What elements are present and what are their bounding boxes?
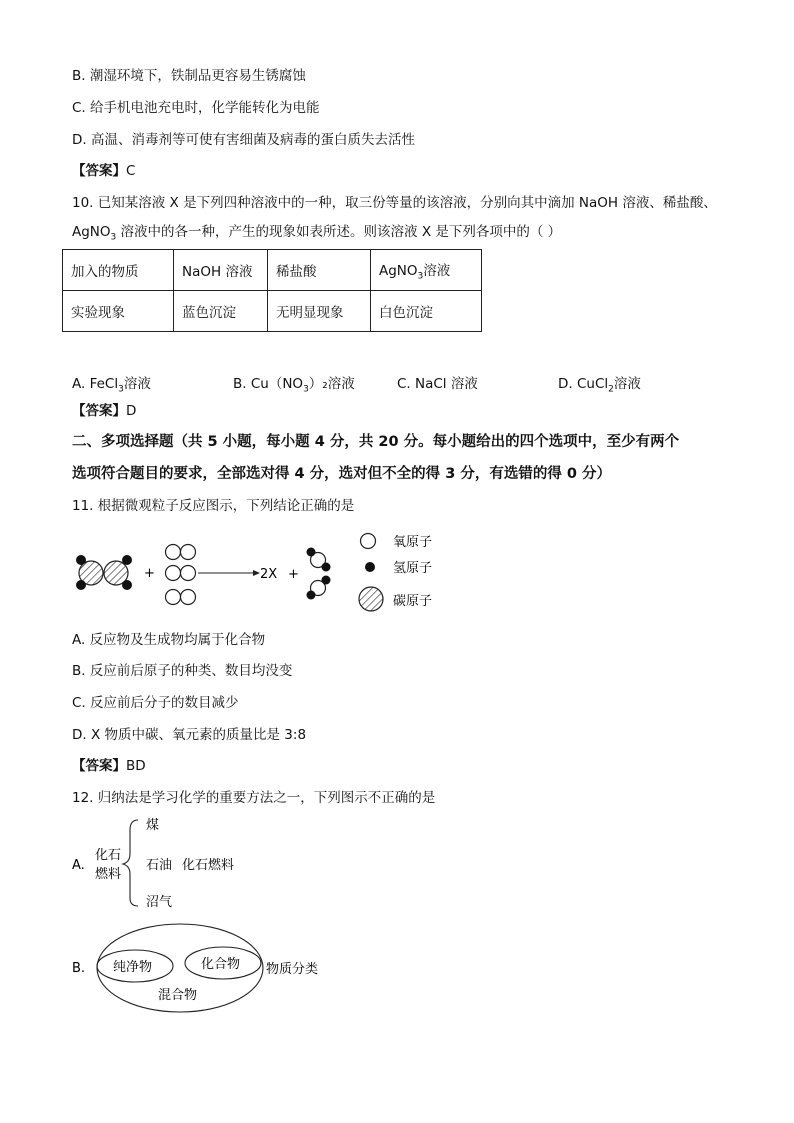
legend-carbon: 碳原子: [393, 594, 433, 609]
section-heading-line2: 选项符合题目的要求，全部选对得 4 分，选对但不全的得 3 分，有选错的得 0 分）: [72, 466, 612, 482]
item-biogas: 沼气: [146, 895, 173, 910]
option-text: D. CuCl: [558, 376, 609, 392]
plus-sign: +: [144, 566, 155, 581]
group-label-line2: 燃料: [95, 867, 122, 882]
table-cell: 稀盐酸: [268, 250, 371, 291]
group-label-line1: 化石: [95, 848, 122, 863]
carbon-atom-icon: [359, 587, 383, 611]
answer-tag: 【答案】: [72, 758, 126, 774]
reaction-diagram: [60, 525, 460, 620]
label-pure-substance: 纯净物: [113, 960, 153, 975]
option-label-a: A.: [72, 858, 85, 873]
cell-text: AgNO: [379, 262, 418, 279]
q10-stem-text: AgNO: [72, 224, 111, 240]
q10-option-c: C. NaCl 溶液: [397, 376, 478, 392]
q10-stem-line2: [72, 223, 561, 247]
answer-value: BD: [126, 758, 146, 774]
option-subscript: 3: [118, 384, 124, 395]
q10-stem-subscript: 3: [110, 232, 117, 243]
q10-option-a: [72, 372, 151, 395]
arrow-head: [253, 570, 260, 576]
observation-table: [62, 249, 482, 332]
q11-option-a: A. 反应物及生成物均属于化合物: [72, 632, 266, 648]
option-text-rest: 溶液: [613, 376, 641, 392]
q10-stem-text-rest: 溶液中的各一种，产生的现象如表所述。则该溶液 X 是下列各项中的（ ）: [116, 224, 562, 240]
table-cell: NaOH 溶液: [174, 250, 268, 291]
item-coal: 煤: [146, 818, 160, 833]
option-text: A. FeCl: [72, 376, 119, 392]
substance-classification-diagram: [60, 920, 360, 1020]
plus-sign: +: [288, 567, 299, 582]
q10-option-b: [233, 372, 355, 395]
reactant-molecule: [76, 555, 132, 590]
option-text-rest: 溶液: [123, 376, 151, 392]
item-petroleum: 石油: [146, 858, 173, 873]
water-molecules: [307, 548, 331, 600]
label-compound: 化合物: [201, 957, 241, 972]
q9-option-d: D. 高温、消毒剂等可使有害细菌及病毒的蛋白质失去活性: [72, 132, 415, 148]
brace-icon: [123, 820, 138, 906]
oxygen-atom-icon: [361, 534, 376, 549]
q9-answer: [72, 162, 135, 180]
cell-text-rest: 溶液: [423, 262, 451, 279]
legend-oxygen: 氧原子: [393, 535, 433, 550]
option-text: B. Cu（NO: [233, 376, 304, 392]
q10-answer: [72, 402, 136, 420]
answer-tag: 【答案】: [72, 403, 126, 419]
option-label-b: B.: [72, 961, 86, 976]
q11-option-b: B. 反应前后原子的种类、数目均没变: [72, 663, 293, 679]
q9-option-b: B. 潮湿环境下，铁制品更容易生锈腐蚀: [72, 68, 306, 84]
legend-hydrogen: 氢原子: [393, 561, 433, 576]
cell-subscript: 3: [417, 271, 424, 282]
section-heading-line1: 二、多项选择题（共 5 小题，每小题 4 分，共 20 分。每小题给出的四个选项中，至少有两个: [72, 434, 680, 450]
table-cell: [371, 250, 482, 291]
label-mixture: 混合物: [158, 988, 198, 1003]
q9-option-c: C. 给手机电池充电时，化学能转化为电能: [72, 100, 320, 116]
fossil-fuel-diagram: [60, 812, 360, 912]
hydrogen-atom-icon: [365, 562, 375, 572]
answer-tag: 【答案】: [72, 163, 126, 179]
answer-value: D: [126, 403, 137, 419]
label-classification: 物质分类: [266, 962, 319, 977]
q10-option-d: [558, 372, 641, 395]
option-text-rest: ）₂溶液: [308, 376, 355, 392]
answer-value: C: [126, 163, 136, 179]
table-cell: 无明显现象: [268, 291, 371, 332]
q11-option-d: D. X 物质中碳、氧元素的质量比是 3:8: [72, 727, 307, 743]
option-subscript: 3: [303, 384, 309, 395]
option-subscript: 2: [608, 384, 614, 395]
q12-stem: 12. 归纳法是学习化学的重要方法之一，下列图示不正确的是: [72, 790, 436, 806]
product-2x: 2X: [260, 567, 278, 582]
q11-stem: 11. 根据微观粒子反应图示，下列结论正确的是: [72, 498, 355, 514]
q11-option-c: C. 反应前后分子的数目减少: [72, 695, 239, 711]
table-row: [63, 291, 482, 332]
table-cell: 蓝色沉淀: [174, 291, 268, 332]
table-row: [63, 250, 482, 291]
oxygen-molecules: [166, 545, 196, 605]
table-cell: 实验现象: [63, 291, 174, 332]
item-petroleum-note: 化石燃料: [182, 858, 235, 873]
q10-stem-line1: 10. 已知某溶液 X 是下列四种溶液中的一种，取三份等量的该溶液，分别向其中滴加 NaOH 溶液、稀盐酸、: [72, 195, 717, 211]
q11-answer: [72, 757, 146, 775]
table-cell: 白色沉淀: [371, 291, 482, 332]
table-cell: 加入的物质: [63, 250, 174, 291]
